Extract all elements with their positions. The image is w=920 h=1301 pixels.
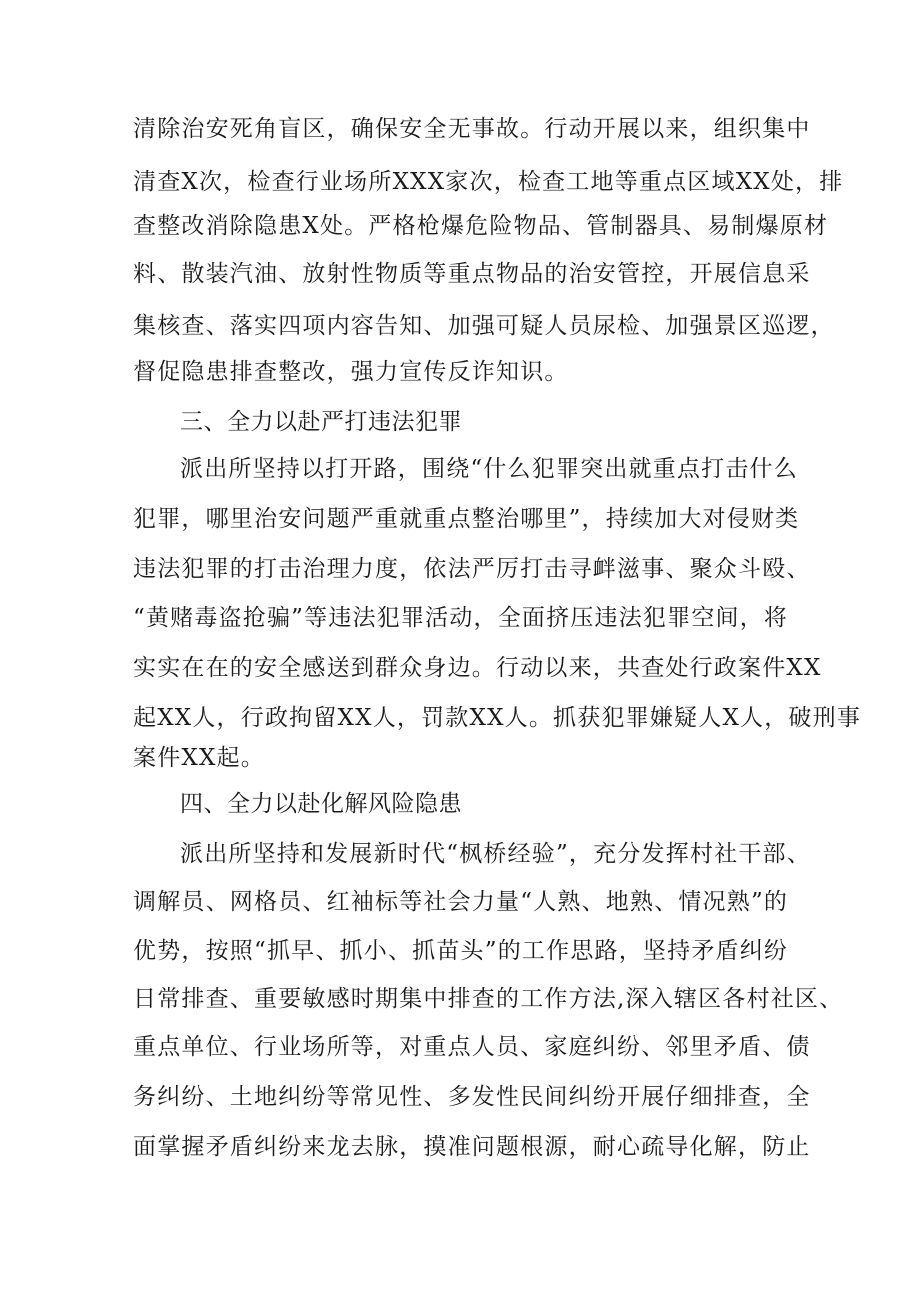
paragraph-line: 督促隐患排查整改，强力宣传反诈知识。 bbox=[133, 359, 569, 385]
paragraph-line: 清除治安死角盲区，确保安全无事故。行动开展以来，组织集中 bbox=[133, 116, 811, 142]
paragraph-line: 面掌握矛盾纠纷来龙去脉，摸准问题根源，耐心疏导化解，防止 bbox=[133, 1134, 811, 1160]
paragraph-line: 违法犯罪的打击治理力度，依法严厉打击寻衅滋事、聚众斗殴、 bbox=[133, 556, 811, 582]
paragraph-line: 清查X次，检查行业场所XXX家次，检查工地等重点区域XX处，排 bbox=[133, 169, 844, 195]
paragraph-line: 调解员、网格员、红袖标等社会力量“人熟、地熟、情况熟”的 bbox=[133, 889, 789, 915]
paragraph-line: 派出所坚持以打开路，围绕“什么犯罪突出就重点打击什么 bbox=[180, 456, 798, 482]
paragraph-line: 料、散装汽油、放射性物质等重点物品的治安管控，开展信息采 bbox=[133, 261, 811, 287]
paragraph-line: 集核查、落实四项内容告知、加强可疑人员尿检、加强景区巡逻， bbox=[133, 313, 835, 339]
paragraph-line: 务纠纷、土地纠纷等常见性、多发性民间纠纷开展仔细排查，全 bbox=[133, 1084, 811, 1110]
paragraph-line: “黄赌毒盗抢骗”等违法犯罪活动，全面挤压违法犯罪空间，将 bbox=[133, 605, 789, 631]
paragraph-line: 实实在在的安全感送到群众身边。行动以来，共查处行政案件XX bbox=[133, 655, 822, 681]
section-heading-4: 四、全力以赴化解风险隐患 bbox=[180, 791, 462, 817]
paragraph-line: 查整改消除隐患X处。严格枪爆危险物品、管制器具、易制爆原材 bbox=[133, 213, 829, 239]
paragraph-line: 犯罪，哪里治安问题严重就重点整治哪里”，持续加大对侵财类 bbox=[133, 506, 800, 532]
paragraph-line: 重点单位、行业场所等，对重点人员、家庭纠纷、邻里矛盾、债 bbox=[133, 1034, 811, 1060]
paragraph-line: 优势，按照“抓早、抓小、抓苗头”的工作思路，坚持矛盾纠纷 bbox=[133, 938, 789, 964]
paragraph-line: 起XX人，行政拘留XX人，罚款XX人。抓获犯罪嫌疑人X人，破刑事 bbox=[133, 705, 862, 731]
section-heading-3: 三、全力以赴严打违法犯罪 bbox=[180, 409, 462, 435]
paragraph-line: 派出所坚持和发展新时代“枫桥经验”，充分发挥村社干部、 bbox=[180, 841, 811, 867]
paragraph-line: 日常排查、重要敏感时期集中排查的工作方法,深入辖区各村社区、 bbox=[133, 986, 844, 1012]
paragraph-line: 案件XX起。 bbox=[133, 745, 265, 771]
